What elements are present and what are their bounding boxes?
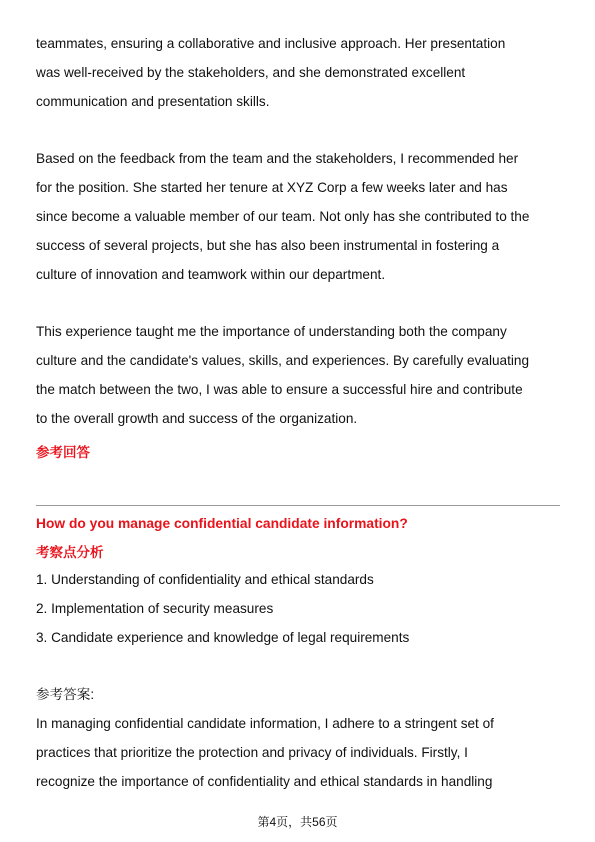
list-item: 2. Implementation of security measures bbox=[36, 601, 274, 616]
analysis-label: 考察点分析 bbox=[36, 545, 104, 560]
page-number-footer: 第4页，共56页 bbox=[257, 815, 338, 829]
reference-answer-label: 参考回答 bbox=[36, 445, 90, 460]
paragraph-lesson: This experience taught me the importance of understanding both the company culture and the candidate's values, skills, and experiences. By carefully evaluating the match between the two, I was able to ensure a successful hire and contribute to the overall growth and success of the organization. bbox=[36, 324, 530, 426]
analysis-points-list bbox=[36, 565, 409, 652]
paragraph-presentation: teammates, ensuring a collaborative and inclusive approach. Her presentation was well-received by the stakeholders, and she demonstrated excellent communication and presentation skills. bbox=[36, 36, 506, 109]
paragraph-recommendation: Based on the feedback from the team and the stakeholders, I recommended her for the position. She started her tenure at XYZ Corp a few weeks later and has since become a valuable member of our team. Not only has she contributed to the success of several projects, but she has also been instrumental in fostering a culture of innovation and teamwork within our department. bbox=[36, 151, 530, 282]
question-heading: How do you manage confidential candidate information? bbox=[36, 516, 408, 531]
answer-paragraph: In managing confidential candidate information, I adhere to a stringent set of practices that prioritize the protection and privacy of individuals. Firstly, I recognize the importance of confidentiality and ethical standards in handling bbox=[36, 716, 494, 789]
list-item: 1. Understanding of confidentiality and ethical standards bbox=[36, 572, 374, 587]
answer-label: 参考答案: bbox=[36, 687, 95, 702]
list-item: 3. Candidate experience and knowledge of legal requirements bbox=[36, 630, 410, 645]
section-divider bbox=[36, 505, 560, 506]
